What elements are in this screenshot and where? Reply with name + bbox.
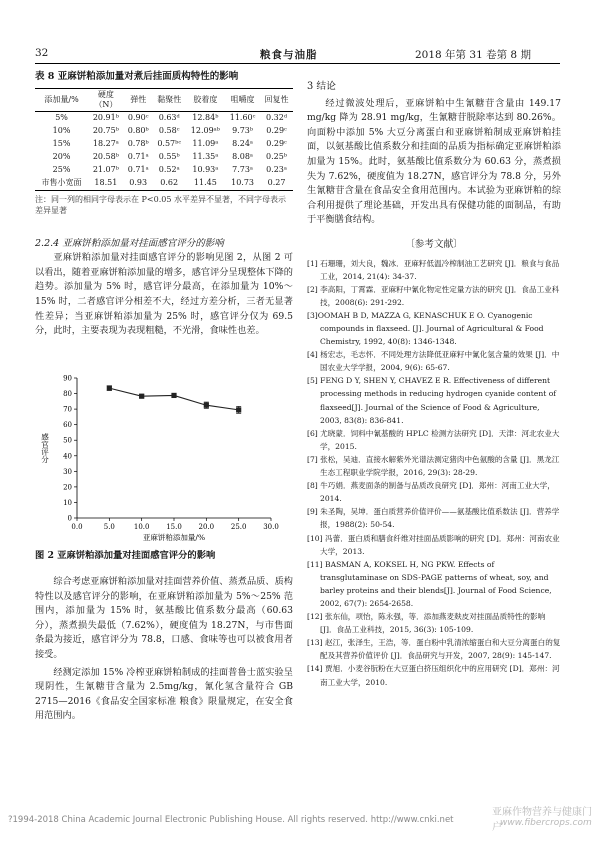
x-tick-label: 30.0 [263, 523, 279, 531]
data-point [171, 393, 176, 398]
table8-cell: 0.71ᵃ [127, 165, 149, 175]
table8-row-label: 10% [52, 126, 71, 136]
table8-row [35, 125, 293, 138]
y-tick-label: 20 [63, 483, 72, 492]
right-column [307, 80, 561, 689]
y-tick-label: 80 [63, 390, 72, 399]
x-axis-label: 亚麻饼粕添加量/% [142, 533, 206, 542]
y-tick-label: 30 [63, 467, 72, 476]
table8-row [35, 177, 293, 190]
table8-cell: 0.29ᶜ [266, 139, 287, 149]
reference-item: [12] 张东仙，项怡，陈永强，等．添加燕麦麸皮对挂面品质特性的影响 [J]．食品工业科技，2015, 36(3): 105-109. [307, 612, 546, 635]
reference-item: [14] 贾旭．小麦谷朊粉在大豆蛋白挤压组织化中的应用研究 [D]．郑州：河南工业大学，2010. [307, 664, 560, 687]
table8-cell: 20.75ᵇ [92, 126, 119, 136]
table8-cell: 0.52ᵃ [158, 165, 180, 175]
table8-cell: 9.73ᵇ [232, 126, 254, 136]
section-heading-2-2-4: 2.2.4 亚麻饼粕添加量对挂面感官评分的影响 [35, 237, 224, 249]
reference-item: [11] BASMAN A, KOKSEL H, NG PKW. Effects of transglutaminase on SDS-PAGE patterns of wheat, soy, and barley proteins and their blends[J]. Journal of Food Science, 2002, 67(7): 2654-2658. [307, 559, 552, 608]
table8-cell: 0.78ᵇ [127, 139, 149, 149]
table8-cell: 0.29ᶜ [266, 126, 287, 136]
journal-issue: 2018 年第 31 卷第 8 期 [415, 49, 531, 61]
table8-cell: 12.84ᵇ [192, 113, 219, 123]
table8-cell: 0.25ᵇ [266, 152, 288, 162]
table8-cell: 0.27 [267, 178, 286, 188]
reference-item: [6] 尤晓蒙．饲料中氰基酸的 HPLC 检测方法研究 [D]．天津：河北农业大学，2015. [307, 428, 560, 451]
table8-cell: 0.32ᵈ [266, 113, 288, 123]
table8-cell: 8.24ᵃ [232, 139, 254, 149]
y-tick-label: 50 [63, 436, 72, 445]
table8-caption: 表 8 亚麻饼粕添加量对煮后挂面质构特性的影响 [35, 71, 239, 82]
table8-cell: 8.08ᵃ [232, 152, 254, 162]
figure2-caption: 图 2 亚麻饼粕添加量对挂面感官评分的影响 [35, 550, 216, 561]
table8-row [35, 164, 293, 177]
table8-cell: 0.93 [129, 178, 148, 188]
table8-cell: 20.91ᵇ [92, 113, 119, 123]
table8-col-header: 硬度 （N） [94, 89, 118, 109]
reference-item: [7] 张松，吴迪．直接水解紫外光谱法测定猪肉中色氨酸的含量 [J]．黑龙江生态工程职业学院学报，2016, 29(3): 28-29. [307, 454, 560, 478]
table8-cell: 7.73ᵃ [232, 165, 254, 175]
table8-cell: 11.09ᵃ [192, 139, 219, 149]
table8-cell: 0.63ᵈ [158, 113, 180, 123]
reference-item: [3]OOMAH B D, MAZZA G, KENASCHUK E O. Cyanogenic compounds in flaxseed. [J]. Journal of Agricultural & Food Chemistry, 1992, 40(8): 1346-1348. [307, 310, 544, 347]
safety-paragraph: 经测定添加 15% 冷榨亚麻饼粕制成的挂面普鲁士蓝实验呈现阴性，生氰糖苷含量为 2.5mg/kg，氰化氢含量符合 GB 2715—2016《食品安全国家标准 粮食》限量规定，在安全食用范围内。 [35, 666, 293, 722]
reference-item: [2] 李高阳，丁霄霖．亚麻籽中氰化物定性定量方法的研究 [J]．食品工业科技，2008(6): 291-292. [307, 284, 560, 307]
table8-cell: 0.23ᵃ [266, 165, 287, 175]
y-tick-label: 10 [63, 498, 72, 507]
table8-cell: 0.58ᶜ [158, 126, 180, 136]
table8-cell: 18.27ᵃ [92, 139, 119, 149]
journal-name: 粮食与油脂 [260, 49, 318, 61]
table8-col-header: 黏聚性 [157, 94, 182, 104]
reference-item: [8] 牛巧娟．燕麦面条的制备与品质改良研究 [D]．郑州：河南工业大学，2014. [307, 481, 555, 504]
table8-row [35, 151, 293, 164]
table8-row-label: 5% [55, 113, 68, 123]
section-2-2-4-paragraph: 亚麻饼粕添加量对挂面感官评分的影响见图 2，从图 2 可以看出，随着亚麻饼粕添加量的增多，感官评分呈现整体下降的趋势。添加量为 5% 时，感官评分最高，在添加量为 10%～15% 时，二者感官评分相差不大，经过方差分析，三者无显著性差异；当亚麻饼粕添加量为 25% 时，感官评分仅为 69.5 分，此时，主要表现为表现粗糙，不光滑，食味性也差。 [35, 252, 293, 337]
reference-item: [1] 石珊珊，刘大良，魏冰．亚麻籽低温冷榨制油工艺研究 [J]．粮食与食品工业，2014, 21(4): 34-37. [307, 258, 560, 281]
table8-cell: 0.71ᵃ [127, 152, 149, 162]
table8-note: 注：同一列的相同字母表示在 P<0.05 水平差异不显著，不同字母表示差异显著 [35, 194, 286, 216]
table8-col-header: 弹性 [130, 94, 147, 104]
table8-cell: 18.51 [94, 178, 118, 188]
left-bottom-text [35, 575, 293, 724]
table8-cell: 0.90ᶜ [127, 113, 149, 123]
table8-row-label: 15% [52, 139, 71, 149]
series-line [109, 388, 238, 410]
references-list [307, 257, 561, 689]
table8-header-row [35, 89, 293, 112]
table8-cell: 0.57ᵇᶜ [157, 139, 182, 149]
y-tick-label: 40 [63, 452, 72, 461]
conclusion-heading: 3 结论 [307, 81, 336, 92]
table8-cell: 12.09ᵃᵇ [190, 126, 220, 136]
y-tick-label: 90 [63, 374, 72, 383]
table8 [35, 89, 293, 190]
table8-cell: 21.07ᵇ [92, 165, 119, 175]
table8-col-header: 回复性 [264, 94, 289, 104]
y-axis-label: 感官评分 [40, 433, 50, 463]
table8-cell: 10.73 [231, 178, 255, 188]
x-tick-label: 5.0 [103, 523, 115, 531]
y-tick-label: 70 [63, 405, 72, 414]
data-point [139, 394, 144, 399]
table8-row [35, 111, 293, 125]
x-tick-label: 20.0 [198, 523, 215, 531]
table8-row [35, 138, 293, 151]
reference-item: [9] 朱圣陶，吴坤．蛋白质营养价值评价——氨基酸比值系数法 [J]．营养学报，1988(2): 50-54. [307, 507, 560, 530]
left-column [35, 70, 293, 339]
table8-cell: 0.80ᵇ [127, 126, 149, 136]
x-tick-label: 15.0 [166, 523, 182, 531]
x-tick-label: 25.0 [230, 523, 247, 531]
table8-cell: 11.35ᵃ [192, 152, 219, 162]
data-point [107, 386, 112, 391]
table8-cell: 11.45 [193, 178, 217, 188]
reference-item: [13] 赵江，张泽生，王浩，等．蛋白粉中乳清浓缩蛋白和大豆分离蛋白的复配及其营养价值评价 [J]．食品研究与开发，2007, 28(9): 145-147. [307, 638, 561, 661]
data-point [204, 403, 209, 408]
summary-paragraph: 综合考虑亚麻饼粕添加量对挂面营养价值、蒸煮品质、质构特性以及感官评分的影响，在亚麻饼粕添加量为 5%～25% 范围内，添加量为 15% 时，氨基酸比值系数分最高（60.63 分），蒸煮损失最低（7.62%），硬度值为 18.27N，与市售面条最为接近，感官评分为 78.8，口感、食味等也可以被食用者接受。 [35, 576, 293, 660]
watermark-url: www.fibercrops.com [500, 818, 592, 828]
header-rule [35, 63, 560, 64]
figure2-chart [35, 372, 293, 544]
y-tick-label: 60 [63, 421, 72, 430]
x-tick-label: 0.0 [71, 523, 83, 531]
references-heading: 〔参考文献〕 [405, 238, 463, 250]
table8-cell: 11.60ᶜ [229, 113, 256, 123]
page-number: 32 [35, 47, 49, 59]
table8-cell: 0.62 [160, 178, 179, 188]
data-point [236, 407, 241, 412]
table8-cell: 20.58ᵇ [92, 152, 119, 162]
conclusion-paragraph: 经过微波处理后，亚麻饼粕中生氰糖苷含量由 149.17 mg/kg 降为 28.91 mg/kg，生氰糖苷脱除率达到 80.26%。向面粉中添加 5% 大豆分离蛋白和亚麻饼粕制成亚麻饼粕挂面，以氨基酸比值系数分和挂面的品质为指标确定亚麻饼粕添加量为 15%。此时，氨基酸比值系数分为 60.63 分，蒸煮损失为 7.62%，硬度值为 18.27N，感官评分为 78.8 分，另外生氰糖苷含量在食品安全食用范围内。本试验为亚麻饼粕的综合利用提供了理论基础，开发出具有保健功能的面制品，有助于平衡膳食结构。 [307, 97, 561, 226]
copyright-footer: ?1994-2018 China Academic Journal Electronic Publishing House. All rights reserved. http://www.cnki.net [8, 815, 454, 825]
y-tick-label: 0 [67, 514, 72, 523]
table8-cell: 10.93ᵃ [192, 165, 219, 175]
reference-item: [5] FENG D Y, SHEN Y, CHAVEZ E R. Effectiveness of different processing methods in reducing hydrogen cyanide content of flaxseed[J]. Journal of the Science of Food & Agriculture, 2003, 83(8): 836-841. [307, 376, 557, 425]
table8-col-header: 胶着度 [193, 94, 218, 104]
reference-item: [4] 杨宏志，毛志怀．不同处理方法降低亚麻籽中氰化氢含量的效果 [J]．中国农业大学学报，2004, 9(6): 65-67. [307, 350, 560, 373]
reference-item: [10] 冯蕾．蛋白质和膳食纤维对挂面品质影响的研究 [D]．郑州：河南农业大学，2013. [307, 533, 560, 556]
table8-col-header: 添加量/% [44, 94, 79, 104]
table8-row-label: 20% [52, 152, 71, 162]
table8-col-header: 咀嚼度 [230, 94, 255, 104]
watermark-text: 亚麻作物营养与健康门户 [492, 807, 592, 833]
table8-cell: 0.55ᵇ [158, 152, 180, 162]
x-tick-label: 10.0 [133, 523, 150, 531]
table8-row-label: 市售小宽面 [41, 178, 82, 188]
table8-row-label: 25% [52, 165, 71, 175]
